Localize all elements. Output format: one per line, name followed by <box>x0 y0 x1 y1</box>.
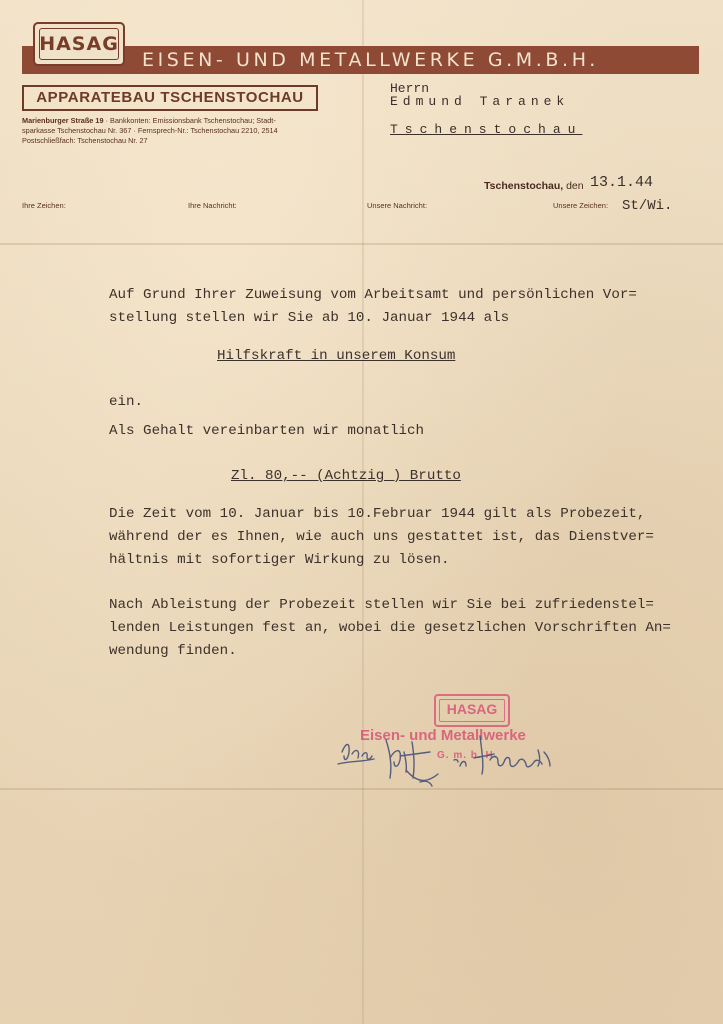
letter-date: 13.1.44 <box>590 174 654 191</box>
recipient-salutation: Herrn <box>390 81 430 96</box>
place-suffix: den <box>563 180 584 192</box>
body-line: Auf Grund Ihrer Zuweisung vom Arbeitsamt und persönlichen Vor= <box>109 287 637 303</box>
body-line: ein. <box>109 394 144 410</box>
label-ihre-nachricht: Ihre Nachricht: <box>188 201 237 210</box>
logo-text: HASAG <box>39 33 119 55</box>
body-line: lenden Leistungen fest an, wobei die gesetzlichen Vorschriften An= <box>109 620 671 636</box>
body-line: Die Zeit vom 10. Januar bis 10.Februar 1944 gilt als Probezeit, <box>109 506 646 522</box>
body-line: wendung finden. <box>109 643 237 659</box>
dateline-place <box>484 180 584 192</box>
position-title: Hilfskraft in unserem Konsum <box>217 348 456 364</box>
address-line-1 <box>22 116 276 125</box>
body-line: Nach Ableistung der Probezeit stellen wir Sie bei zufriedenstel= <box>109 597 654 613</box>
body-line: stellung stellen wir Sie ab 10. Januar 1944 als <box>109 310 510 326</box>
label-ihre-zeichen: Ihre Zeichen: <box>22 201 66 210</box>
address-street: Marienburger Straße 19 <box>22 116 104 125</box>
label-unsere-zeichen: Unsere Zeichen: <box>553 201 609 210</box>
place-name: Tschenstochau, <box>484 180 564 192</box>
department-name: APPARATEBAU TSCHENSTOCHAU <box>36 89 304 106</box>
stamp-legal-form: G. m. b. H. <box>437 750 498 761</box>
body-line: hältnis mit sofortiger Wirkung zu lösen. <box>109 552 450 568</box>
stamp-logo-text: HASAG <box>446 701 498 717</box>
hasag-logo <box>33 22 125 66</box>
body-line: während der es Ihnen, wie auch uns gestattet ist, das Dienstver= <box>109 529 654 545</box>
label-unsere-nachricht: Unsere Nachricht: <box>367 201 428 210</box>
stamp-company: Eisen- und Metallwerke <box>360 727 526 744</box>
handwritten-signatures <box>330 712 600 802</box>
unsere-zeichen-value: St/Wi. <box>622 198 673 214</box>
address-bank: · Bankkonten: Emissionsbank Tschenstochau; Stadt- <box>103 116 276 125</box>
company-name: EISEN- UND METALLWERKE G.M.B.H. <box>142 49 599 71</box>
salary-amount: Zl. 80,-- (Achtzig ) Brutto <box>231 468 461 484</box>
recipient-name: Edmund Taranek <box>390 94 570 109</box>
body-line: Als Gehalt vereinbarten wir monatlich <box>109 423 425 439</box>
address-line-2: sparkasse Tschenstochau Nr. 367 · Fernsprech-Nr.: Tschenstochau 2210, 2514 <box>22 126 278 135</box>
department-box <box>22 85 318 111</box>
address-line-3: Postschließfach: Tschenstochau Nr. 27 <box>22 136 148 145</box>
recipient-city: Tschenstochau <box>390 122 583 137</box>
